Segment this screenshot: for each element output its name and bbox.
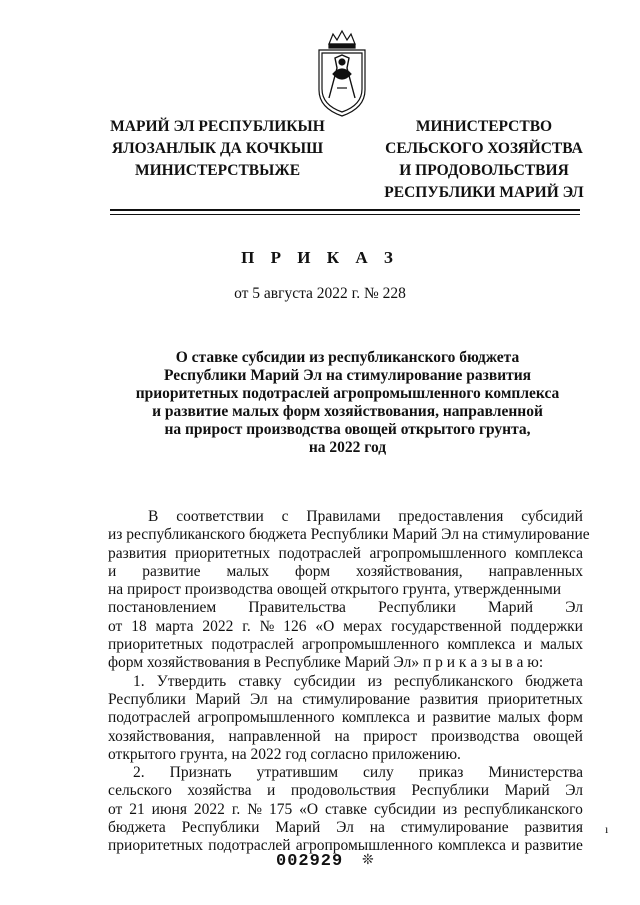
body-word: Республики <box>378 599 456 617</box>
body-word: Марий <box>504 782 550 800</box>
body-line <box>108 837 583 855</box>
body-line <box>108 508 583 526</box>
body-word: «О <box>299 800 319 818</box>
body-word: утратившим <box>256 764 339 782</box>
header-right-ministry-name <box>378 116 590 204</box>
order-body-text <box>108 508 590 856</box>
body-word: развитие <box>432 709 491 727</box>
body-word: № <box>259 617 275 635</box>
body-word: поддержки <box>510 617 583 635</box>
order-title: П Р И К А З <box>241 248 399 267</box>
subject-line: на 2022 год <box>308 439 387 456</box>
body-word: и <box>511 837 520 855</box>
body-word: приказ <box>418 764 464 782</box>
body-word: Республики <box>411 782 490 800</box>
body-word: июня <box>151 800 187 818</box>
body-word: на <box>334 727 350 745</box>
body-word: на <box>369 819 385 837</box>
body-word: развитие <box>524 837 583 855</box>
body-word: бюджета <box>525 672 583 690</box>
body-word: агропромышленного <box>302 636 440 654</box>
body-word: направленных <box>488 562 583 580</box>
body-word: форм <box>547 709 583 727</box>
subject-line: на прирост производства овощей открытого грунта, <box>164 421 531 438</box>
body-word: субсидии <box>293 672 356 690</box>
header-divider-thick <box>110 209 580 211</box>
body-word: Правительства <box>248 599 346 617</box>
body-word: развития <box>419 690 479 708</box>
header-right-line: И ПРОДОВОЛЬСТВИЯ <box>399 162 569 179</box>
body-line <box>108 746 583 764</box>
body-line <box>108 526 590 544</box>
body-word: Признать <box>169 764 232 782</box>
body-word: хозяйствования, <box>356 562 463 580</box>
body-word: от <box>108 800 123 818</box>
body-word: ставку <box>238 672 282 690</box>
body-word: Эл <box>336 819 354 837</box>
body-word: стимулирование <box>302 690 411 708</box>
body-word: стимулирование <box>400 819 509 837</box>
header-right-line: РЕСПУБЛИКИ МАРИЙ ЭЛ <box>384 184 584 201</box>
body-line <box>108 691 583 709</box>
body-word: направленной <box>228 727 321 745</box>
body-word: ставке <box>325 800 368 818</box>
body-line <box>108 581 583 599</box>
body-word: овощей <box>533 727 583 745</box>
body-word: 2022 <box>193 800 225 818</box>
body-word: Утвердить <box>156 672 227 690</box>
body-word: приоритетных <box>487 690 583 708</box>
body-word: № <box>247 800 263 818</box>
body-word: из <box>442 800 458 818</box>
body-word: 175 <box>268 800 293 818</box>
body-word: Марий <box>488 599 534 617</box>
serial-ornament-icon: ❊ <box>362 853 374 868</box>
body-word: Республики <box>108 690 186 708</box>
body-line <box>108 618 583 636</box>
body-word: 2022 <box>202 617 234 635</box>
body-word: агропромышленного <box>295 837 433 855</box>
header-left-line: ЯЛОЗАНЛЫК ДА КОЧКЫШ <box>111 140 324 157</box>
subject-line: приоритетных подотраслей агропромышленного комплекса <box>135 385 560 402</box>
body-word: 2. <box>133 764 145 782</box>
body-word: из <box>367 672 382 690</box>
body-word: г. <box>242 617 251 635</box>
header-right-line: СЕЛЬСКОГО ХОЗЯЙСТВА <box>385 140 583 157</box>
body-word: на прирост производства овощей открытого грунта, утвержденными <box>108 581 562 599</box>
header-right-line: МИНИСТЕРСТВО <box>415 118 553 135</box>
body-word: хозяйствования, <box>108 727 215 745</box>
subject-line: и развитие малых форм хозяйствования, направленной <box>152 403 543 420</box>
body-line <box>108 563 583 581</box>
body-word: «О <box>315 617 335 635</box>
body-word: производства <box>431 727 520 745</box>
body-word: и <box>417 709 426 727</box>
body-word: бюджета <box>108 819 166 837</box>
body-word: 18 <box>131 617 147 635</box>
header-divider-thin <box>110 214 580 215</box>
body-word: В <box>148 508 159 525</box>
body-word: из республиканского бюджета Республики Марий Эл на стимулирование <box>108 526 590 544</box>
body-word: от <box>108 617 123 635</box>
body-word: Министерства <box>488 764 583 782</box>
subject-line: О ставке субсидии из республиканского бюджета <box>175 349 520 366</box>
body-line <box>108 782 583 800</box>
body-word: хозяйства <box>187 782 252 800</box>
document-serial-number: 002929 <box>276 852 344 871</box>
body-line <box>108 764 583 782</box>
body-word: г. <box>231 800 241 818</box>
body-line <box>108 819 583 837</box>
body-word: комплекса <box>447 636 516 654</box>
body-word: комплекса <box>438 837 507 855</box>
body-word: подотраслей <box>108 709 191 727</box>
body-word: продовольствия <box>290 782 396 800</box>
header-left-ministry-name <box>105 116 330 182</box>
body-line <box>108 709 583 727</box>
body-word: Эл <box>565 599 583 617</box>
body-word: агропромышленного <box>369 544 507 562</box>
body-line <box>108 636 583 654</box>
body-word: республиканского <box>464 800 583 818</box>
body-word: форм <box>294 562 331 580</box>
body-line <box>108 545 583 563</box>
body-word: предоставления <box>398 508 504 525</box>
body-word: 1. <box>133 672 145 690</box>
body-word: Правилами <box>306 508 381 525</box>
body-word: комплекса <box>514 544 583 562</box>
body-word: форм хозяйствования в Республике Марий Эл» п р и к а з ы в а ю: <box>108 654 544 672</box>
body-word: субсидии <box>374 800 436 818</box>
body-word: малых <box>226 562 270 580</box>
body-line <box>108 654 583 672</box>
body-word: и <box>267 782 276 800</box>
order-date-number: от 5 августа 2022 г. № 228 <box>234 285 406 302</box>
body-line <box>108 599 583 617</box>
body-word: силу <box>363 764 394 782</box>
body-word: 21 <box>129 800 145 818</box>
margin-mark: ı <box>605 822 609 836</box>
body-line <box>108 801 583 819</box>
body-word: малых <box>540 636 583 654</box>
body-word: Марий <box>275 819 321 837</box>
body-word: сельского <box>108 782 172 800</box>
body-line <box>108 728 583 746</box>
body-word: и <box>108 562 117 580</box>
header-left-line: МИНИСТЕРСТВЫЖЕ <box>134 162 301 179</box>
body-word: подотраслей <box>278 544 361 562</box>
body-word: развития <box>108 544 167 562</box>
body-word: приоритетных <box>108 636 204 654</box>
body-word: и <box>523 636 533 654</box>
body-word: приоритетных <box>175 544 271 562</box>
body-word: развитие <box>142 562 201 580</box>
body-word: агропромышленного <box>197 709 335 727</box>
body-word: республиканского <box>394 672 513 690</box>
body-word: мерах <box>343 617 383 635</box>
body-word: с <box>281 508 289 525</box>
header-left-line: МАРИЙ ЭЛ РЕСПУБЛИКЫН <box>110 118 325 135</box>
body-word: подотраслей <box>211 636 294 654</box>
body-word: Эл <box>565 782 583 800</box>
body-word: развития <box>524 819 583 837</box>
body-word: на <box>277 690 293 708</box>
body-word: субсидий <box>521 508 583 525</box>
body-word: комплекса <box>341 709 410 727</box>
order-subject <box>110 349 585 457</box>
body-word: 126 <box>283 617 307 635</box>
body-word: марта <box>155 617 194 635</box>
body-word: постановлением <box>108 599 217 617</box>
body-word: открытого грунта, на 2022 год согласно приложению. <box>108 745 461 763</box>
body-word: приоритетных <box>108 837 204 855</box>
body-word: Республики <box>181 819 260 837</box>
body-word: прирост <box>363 727 418 745</box>
body-word: подотраслей <box>208 837 291 855</box>
coat-of-arms-emblem <box>315 28 369 118</box>
body-word: государственной <box>391 617 502 635</box>
body-word: соответствии <box>176 508 264 525</box>
body-line <box>108 673 583 691</box>
body-word: малых <box>498 709 541 727</box>
body-word: Эл <box>250 690 268 708</box>
subject-line: Республики Марий Эл на стимулирование развития <box>163 367 532 384</box>
body-word: Марий <box>195 690 241 708</box>
